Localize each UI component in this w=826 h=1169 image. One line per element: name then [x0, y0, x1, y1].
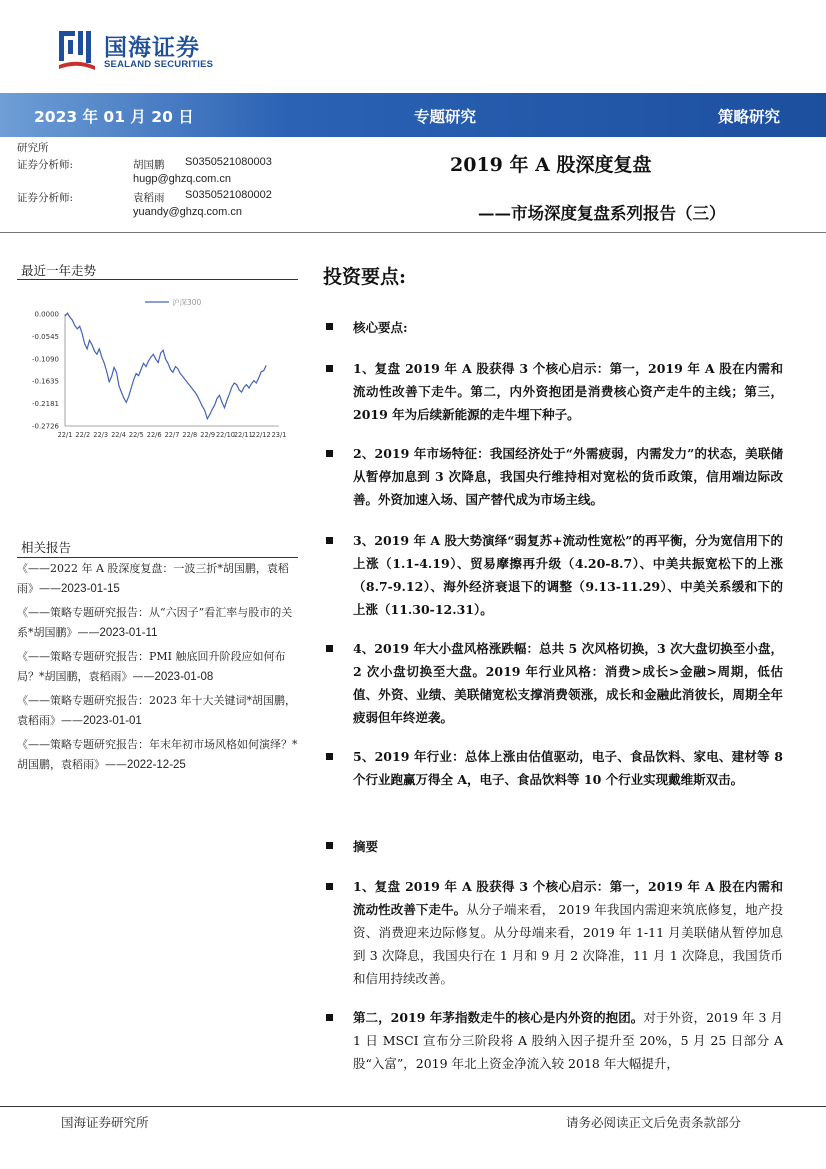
hs300-series-line	[65, 313, 266, 419]
x-tick-label: 23/1	[271, 431, 287, 439]
report-subtitle: ——市场深度复盘系列报告（三）	[478, 204, 726, 223]
analyst-cert-2: S0350521080002	[185, 189, 272, 201]
related-report-date: 2023-01-08	[154, 671, 214, 683]
summary-heading: 摘要	[353, 839, 379, 854]
summary-para-1	[353, 875, 783, 990]
x-tick-label: 22/1	[57, 431, 73, 439]
report-date: 2023 年 01 月 20 日	[34, 108, 194, 126]
related-report-item[interactable]	[17, 735, 302, 775]
analyst-label-2: 证券分析师:	[17, 192, 74, 204]
x-tick-label: 22/2	[75, 431, 91, 439]
footer-divider	[0, 1106, 826, 1107]
x-tick-label: 22/11	[233, 431, 253, 439]
x-tick-label: 22/6	[146, 431, 162, 439]
analyst-name-1: 胡国鹏	[133, 159, 165, 171]
logo-chinese-name: 国海证券	[104, 35, 200, 61]
related-divider	[17, 557, 298, 558]
related-heading: 相关报告	[21, 540, 72, 555]
x-tick-label: 22/7	[164, 431, 180, 439]
related-report-title[interactable]: 《——策略专题研究报告：2023 年十大关键词*胡国鹏，袁稻雨》——	[17, 694, 296, 727]
analyst-email-1[interactable]: hugp@ghzq.com.cn	[133, 173, 232, 185]
bullet-square-icon	[326, 842, 333, 849]
bullet-square-icon	[326, 537, 333, 544]
core-point-2: 2、2019 年市场特征：我国经济处于“外需疲弱，内需发力”的状态，美联储从暂停加息到 3 次降息，我国央行维持相对宽松的货币政策，信用端边际改善。外资加速入场、国产替代成为市场主线。	[353, 446, 783, 507]
analyst-email-2[interactable]: yuandy@ghzq.com.cn	[133, 206, 243, 218]
x-tick-label: 22/8	[182, 431, 198, 439]
core-point-3: 3、2019 年 A 股大势演绎“弱复苏+流动性宽松”的再平衡，分为宽信用下的上涨（1.1-4.19）、贸易摩擦再升级（4.20-8.7）、中美共振宽松下的上涨（8.7-9.12）、海外经济衰退下的调整（9.13-11.29）、中美关系缓和下的上涨（11.30-12.31）。	[353, 533, 783, 617]
y-tick-label: -0.1090	[31, 355, 59, 364]
investment-heading: 投资要点:	[323, 266, 407, 288]
x-tick-label: 22/12	[251, 431, 271, 439]
bullet-square-icon	[326, 1014, 333, 1021]
y-tick-label: -0.2181	[31, 400, 59, 409]
trend-heading: 最近一年走势	[21, 263, 97, 278]
header-band	[0, 93, 826, 137]
y-tick-label: -0.2726	[31, 422, 59, 431]
x-tick-label: 22/9	[200, 431, 216, 439]
report-title: 2019 年 A 股深度复盘	[450, 154, 652, 176]
summary-para-2-body: 对于外资，2019 年 3 月 1 日 MSCI 宣布分三阶段将 A 股纳入因子提升至 20%，5 月 25 日部分 A 股“入富”，2019 年北上资金净流入较 2018 年大幅提升，	[353, 1010, 783, 1071]
report-category: 策略研究	[718, 108, 781, 126]
sealand-logo-icon	[57, 28, 97, 72]
y-tick-label: 0.0000	[34, 310, 59, 319]
core-points-heading: 核心要点:	[353, 320, 408, 335]
summary-para-1-body: 从分子端来看， 2019 年我国内需迎来筑底修复，地产投资、消费迎来边际修复。从分母端来看，2019 年 1-11 月美联储从暂停加息到 3 次降息，我国央行在 1 月和 9 月 2 次降准，11 月 1 次降息，我国货币和信用持续改善。	[353, 902, 783, 986]
related-report-date: 2022-12-25	[127, 759, 186, 771]
related-report-date: 2023-01-15	[61, 583, 120, 595]
summary-para-2-lead: 第二，2019 年茅指数走牛的核心是内外资的抱团。	[353, 1010, 644, 1025]
bullet-square-icon	[326, 365, 333, 372]
y-tick-label: -0.1635	[31, 377, 59, 386]
x-tick-label: 22/5	[128, 431, 144, 439]
bullet-square-icon	[326, 323, 333, 330]
related-report-title[interactable]: 《——策略专题研究报告：年末年初市场风格如何演绎？*胡国鹏，袁稻雨》——	[17, 738, 298, 771]
x-tick-label: 22/3	[93, 431, 109, 439]
related-report-date: 2023-01-11	[99, 627, 158, 639]
related-report-title[interactable]: 《——策略专题研究报告：PMI 触底回升阶段应如何布局？*胡国鹏，袁稻雨》——	[17, 650, 286, 683]
bullet-square-icon	[326, 450, 333, 457]
logo-english-name: SEALAND SECURITIES	[104, 59, 214, 70]
analyst-label-1: 证券分析师:	[17, 159, 74, 171]
bullet-square-icon	[326, 753, 333, 760]
footer-disclaimer: 请务必阅读正文后免责条款部分	[566, 1115, 742, 1130]
bullet-square-icon	[326, 645, 333, 652]
core-point-4: 4、2019 年大小盘风格涨跌幅：总共 5 次风格切换，3 次大盘切换至小盘，2 次小盘切换至大盘。2019 年行业风格：消费>成长>金融>周期，低估值、外资、业绩、美联储宽松支撑消费领涨，成长和金融此消彼长，周期全年疲弱但年终逆袭。	[353, 641, 783, 725]
analyst-name-2: 袁稻雨	[133, 192, 165, 204]
core-point-1: 1、复盘 2019 年 A 股获得 3 个核心启示：第一，2019 年 A 股在内需和流动性改善下走牛。第二，内外资抱团是消费核心资产走牛的主线；第三，2019 年为后续新能源的走牛埋下种子。	[353, 361, 783, 422]
related-report-item[interactable]	[17, 691, 302, 731]
company-logo	[57, 28, 217, 74]
x-tick-label: 22/4	[111, 431, 126, 439]
related-report-date: 2023-01-01	[83, 715, 142, 727]
index-trend-chart	[17, 292, 299, 444]
related-report-item[interactable]	[17, 647, 302, 687]
report-type: 专题研究	[414, 108, 477, 126]
footer-institute: 国海证券研究所	[61, 1115, 149, 1130]
core-point-5: 5、2019 年行业：总体上涨由估值驱动，电子、食品饮料、家电、建材等 8 个行业跑赢万得全 A，电子、食品饮料等 10 个行业实现戴维斯双击。	[353, 749, 783, 787]
x-tick-label: 22/10	[215, 431, 236, 439]
header-divider	[0, 232, 826, 233]
related-report-title[interactable]: 《——策略专题研究报告：从“六因子”看汇率与股市的关系*胡国鹏》——	[17, 606, 293, 639]
summary-para-1-lead: 1、复盘 2019 年 A 股获得 3 个核心启示：第一，2019 年 A 股在内需和流动性改善下走牛。	[353, 879, 783, 917]
summary-para-2	[353, 1006, 783, 1075]
institute-label: 研究所	[17, 142, 49, 154]
bullet-square-icon	[326, 883, 333, 890]
trend-divider	[17, 279, 298, 280]
analyst-cert-1: S0350521080003	[185, 156, 272, 168]
y-tick-label: -0.0545	[31, 332, 59, 341]
related-report-item[interactable]	[17, 559, 302, 599]
related-report-title[interactable]: 《——2022 年 A 股深度复盘：一波三折*胡国鹏，袁稻雨》——	[17, 562, 289, 595]
related-report-item[interactable]	[17, 603, 302, 643]
legend-label: 沪深300	[172, 298, 202, 307]
